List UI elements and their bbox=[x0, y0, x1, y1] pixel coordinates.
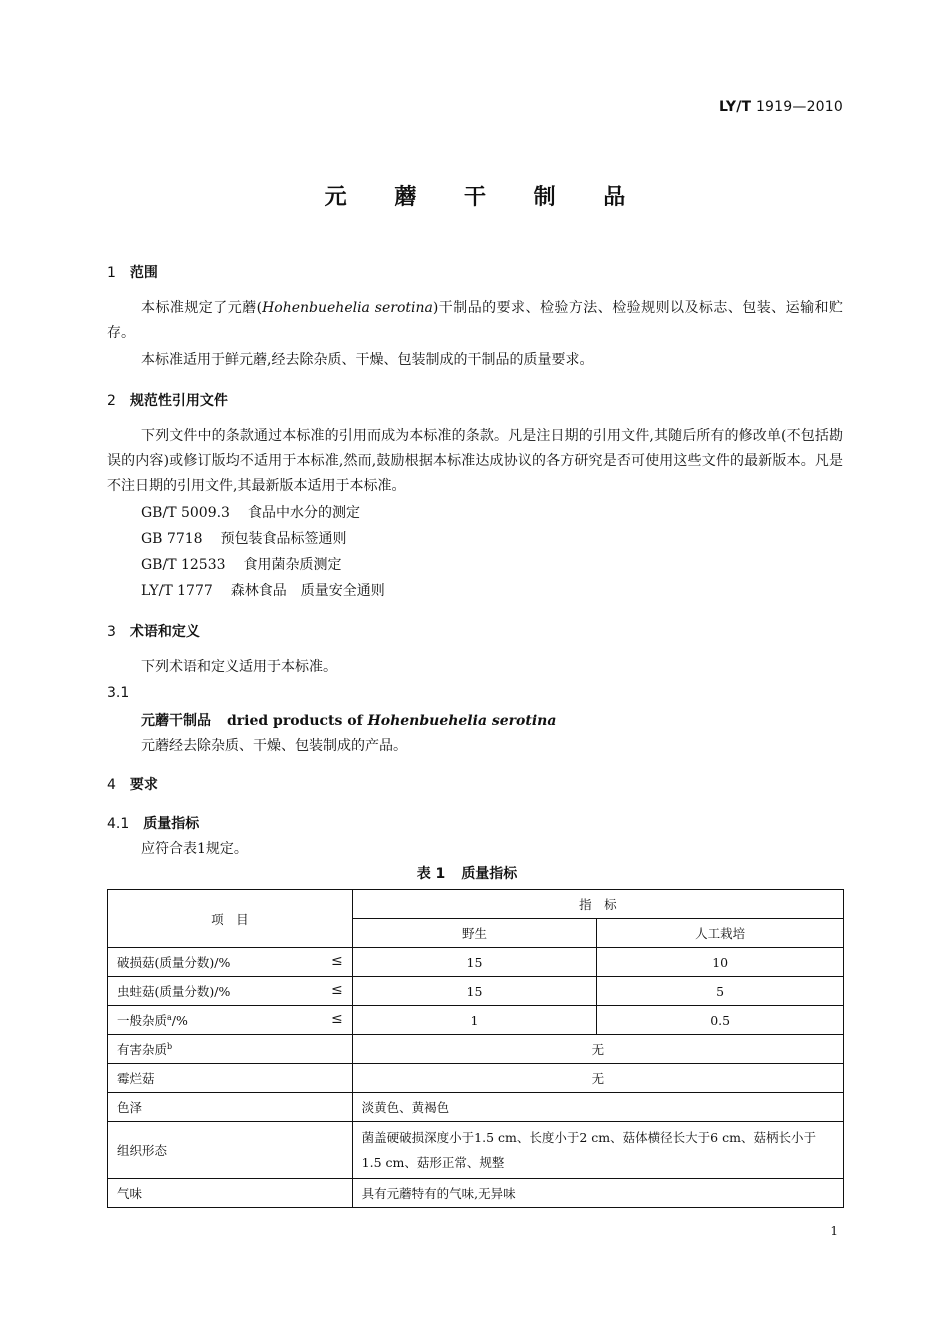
section-title: 要求 bbox=[129, 777, 158, 793]
subsection-4-1-heading bbox=[107, 813, 199, 833]
term-definition: 元蘑经去除杂质、干燥、包装制成的产品。 bbox=[141, 738, 407, 754]
row-label: 虫蛀菇(质量分数)/% ≤ bbox=[108, 977, 353, 1006]
table-row bbox=[108, 1093, 844, 1122]
table-title: 质量指标 bbox=[461, 866, 518, 882]
cell-value: 淡黄色、黄褐色 bbox=[352, 1093, 843, 1122]
section-1-paragraph-2: 本标准适用于鲜元蘑,经去除杂质、干燥、包装制成的干制品的质量要求。 bbox=[141, 352, 594, 368]
table-row bbox=[108, 1179, 844, 1208]
document-title: 元 蘑 干 制 品 bbox=[324, 185, 646, 210]
footnote-marker: b bbox=[167, 1041, 173, 1051]
section-number: 1 bbox=[107, 265, 116, 281]
table-row bbox=[108, 1035, 844, 1064]
section-2-heading bbox=[107, 390, 228, 410]
cell-cultivated: 5 bbox=[597, 977, 844, 1006]
cell-wild: 15 bbox=[352, 977, 597, 1006]
row-label: 色泽 bbox=[108, 1093, 353, 1122]
section-title: 范围 bbox=[129, 265, 158, 281]
footnote-marker: a bbox=[167, 1012, 172, 1022]
section-3-paragraph-1: 下列术语和定义适用于本标准。 bbox=[141, 659, 337, 675]
section-title: 术语和定义 bbox=[129, 624, 200, 640]
cell-wild: 1 bbox=[352, 1006, 597, 1035]
row-label: 有害杂质$^b$ bbox=[108, 1035, 353, 1064]
table-row bbox=[108, 1006, 844, 1035]
cell-wild: 15 bbox=[352, 948, 597, 977]
table-row bbox=[108, 977, 844, 1006]
section-1-paragraph-1: 本标准规定了元蘑(Hohenbuehelia serotina)干制品的要求、检验方法、检验规则以及标志、包装、运输和贮存。 bbox=[107, 300, 843, 341]
subsection-3-1-number: 3.1 bbox=[107, 685, 130, 701]
row-label: 气味 bbox=[108, 1179, 353, 1208]
standard-prefix: LY/T bbox=[718, 99, 752, 115]
reference-code: GB/T 5009.3 bbox=[141, 505, 230, 521]
standard-number: 1919—2010 bbox=[755, 99, 843, 115]
reference-item bbox=[141, 503, 360, 523]
section-4-paragraph-1: 应符合表1规定。 bbox=[141, 841, 248, 857]
reference-item bbox=[141, 529, 347, 549]
term-entry bbox=[141, 710, 556, 730]
term-chinese: 元蘑干制品 bbox=[141, 713, 211, 729]
section-4-heading bbox=[107, 774, 158, 794]
row-label: 破损菇(质量分数)/% ≤ bbox=[108, 948, 353, 977]
subsection-title: 质量指标 bbox=[143, 816, 200, 832]
table-number: 表 1 bbox=[416, 866, 446, 882]
less-equal-symbol: ≤ bbox=[330, 953, 343, 969]
reference-title: 森林食品 质量安全通则 bbox=[230, 583, 385, 599]
table-caption bbox=[0, 863, 950, 883]
header-indicator: 指 标 bbox=[352, 890, 843, 919]
section-number: 4 bbox=[107, 777, 116, 793]
reference-title: 食用菌杂质测定 bbox=[243, 557, 342, 573]
reference-title: 预包装食品标签通则 bbox=[220, 531, 347, 547]
table-row bbox=[108, 1122, 844, 1179]
section-2-paragraph-1: 下列文件中的条款通过本标准的引用而成为本标准的条款。凡是注日期的引用文件,其随后所有的修改单(不包括勘误的内容)或修订版均不适用于本标准,然而,鼓励根据本标准达成协议的各方研究是否可使用这些文件的最新版本。凡是不注日期的引用文件,其最新版本适用于本标准。 bbox=[107, 428, 843, 494]
cell-value: 具有元蘑特有的气味,无异味 bbox=[352, 1179, 843, 1208]
section-number: 3 bbox=[107, 624, 116, 640]
reference-item bbox=[141, 581, 385, 601]
reference-code: GB 7718 bbox=[141, 531, 203, 547]
header-cultivated: 人工栽培 bbox=[597, 919, 844, 948]
row-label: 组织形态 bbox=[108, 1122, 353, 1179]
section-1-heading bbox=[107, 262, 158, 282]
header-wild: 野生 bbox=[352, 919, 597, 948]
section-3-heading bbox=[107, 621, 200, 641]
section-title: 规范性引用文件 bbox=[129, 393, 228, 409]
cell-cultivated: 0.5 bbox=[597, 1006, 844, 1035]
quality-index-table bbox=[107, 889, 844, 1208]
term-latin-name: Hohenbuehelia serotina bbox=[367, 713, 557, 729]
row-label: 一般杂质$^a$/% ≤ bbox=[108, 1006, 353, 1035]
page-number: 1 bbox=[830, 1224, 838, 1238]
cell-value: 无 bbox=[352, 1035, 843, 1064]
table-header-row bbox=[108, 890, 844, 919]
term-english: dried products of Hohenbuehelia serotina bbox=[227, 713, 557, 729]
cell-cultivated: 10 bbox=[597, 948, 844, 977]
reference-item bbox=[141, 555, 342, 575]
cell-value: 无 bbox=[352, 1064, 843, 1093]
header-item: 项 目 bbox=[108, 890, 353, 948]
table-row bbox=[108, 948, 844, 977]
reference-title: 食品中水分的测定 bbox=[247, 505, 360, 521]
standard-code bbox=[719, 99, 843, 115]
reference-code: LY/T 1777 bbox=[141, 583, 213, 599]
reference-code: GB/T 12533 bbox=[141, 557, 226, 573]
section-number: 2 bbox=[107, 393, 116, 409]
less-equal-symbol: ≤ bbox=[330, 982, 343, 998]
subsection-number: 4.1 bbox=[107, 816, 130, 832]
cell-value: 菌盖硬破损深度小于1.5 cm、长度小于2 cm、菇体横径长大于6 cm、菇柄长小于1.5 cm、菇形正常、规整 bbox=[352, 1122, 843, 1179]
row-label: 霉烂菇 bbox=[108, 1064, 353, 1093]
less-equal-symbol: ≤ bbox=[330, 1011, 343, 1027]
table-row bbox=[108, 1064, 844, 1093]
